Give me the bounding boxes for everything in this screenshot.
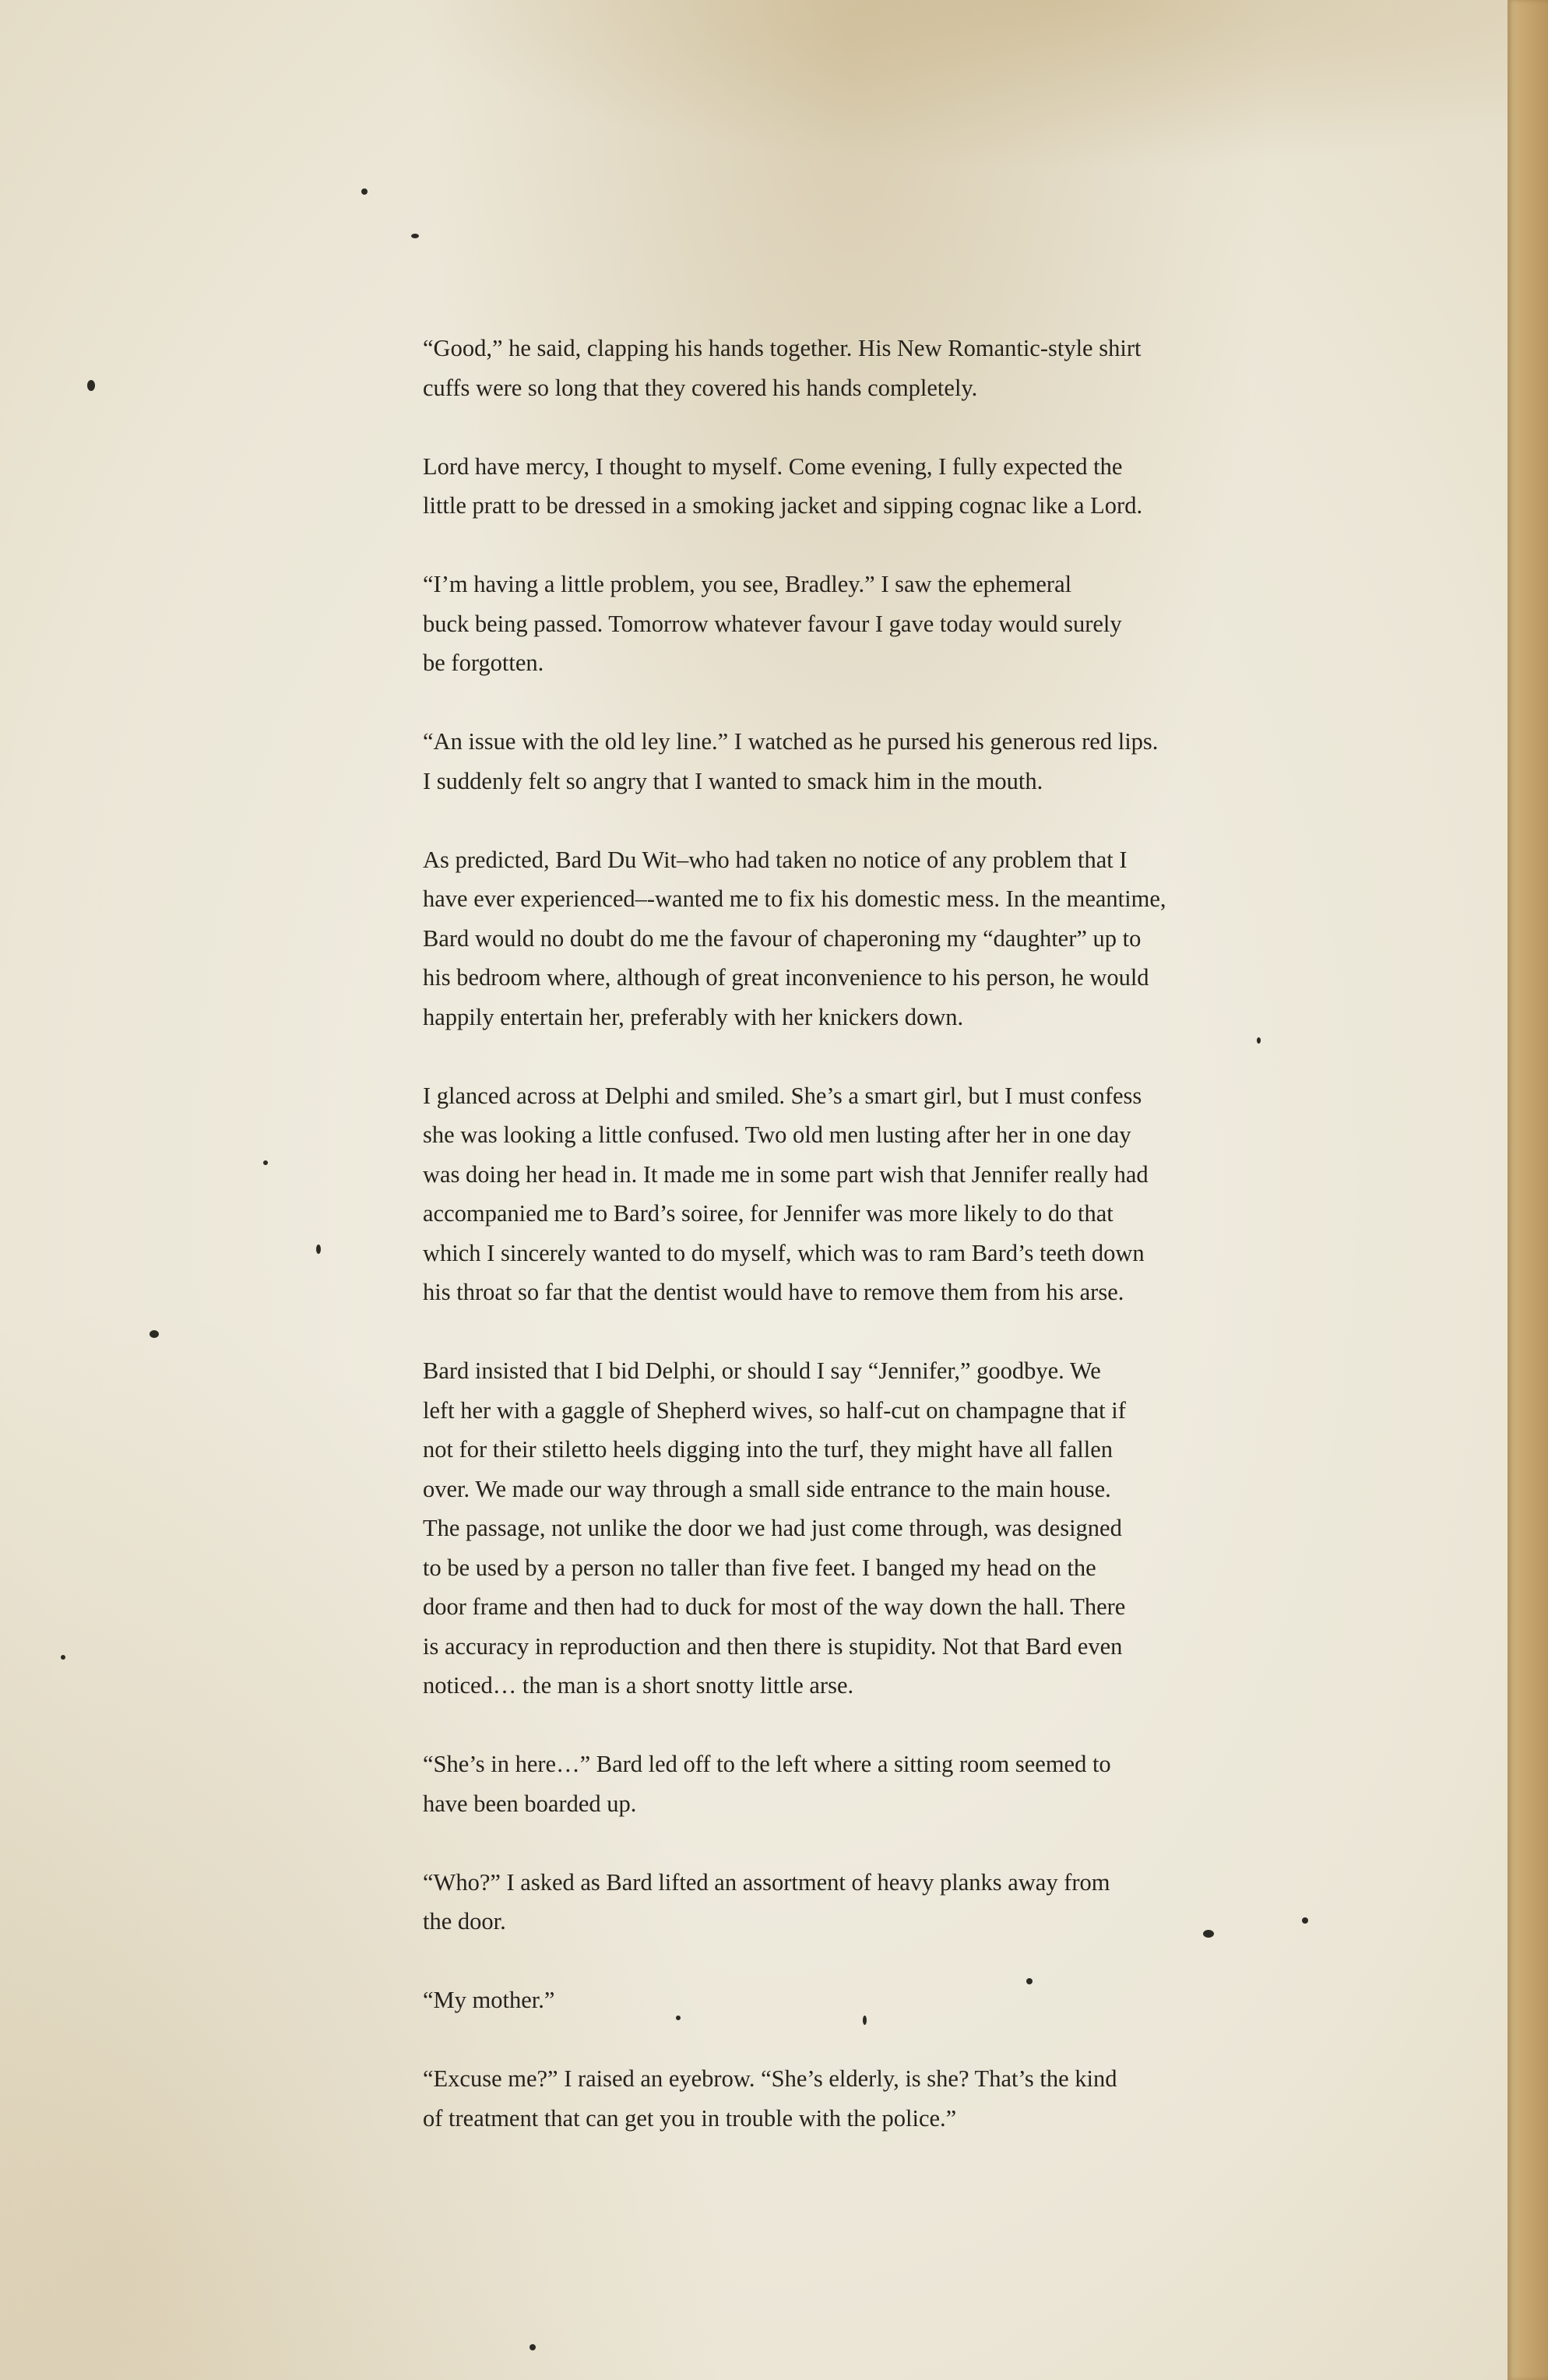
paragraph: I glanced across at Delphi and smiled. She’s a smart girl, but I must confess she was looking a little confused. Two old men lusting after her in one day was doing her head in. It made me in some part wish that Jennifer really had accompanied me to Bard’s soiree, for Jennifer was more likely to do that which I sincerely wanted to do myself, which was to ram Bard’s teeth down his throat so far that the dentist would have to remove them from his arse. [423,1082,1149,1305]
ink-speck [150,1330,159,1338]
paper-stain [389,0,1518,171]
paragraph: “Who?” I asked as Bard lifted an assortment of heavy planks away from the door. [423,1868,1110,1935]
paragraph: “I’m having a little problem, you see, Bradley.” I saw the ephemeral buck being passed. Tomorrow whatever favour I gave today would surely be forgotten. [423,571,1122,676]
ink-speck [263,1160,268,1165]
story-text [423,329,1264,2178]
ink-speck [316,1245,321,1254]
paragraph: Bard insisted that I bid Delphi, or should I say “Jennifer,” goodbye. We left her with a gaggle of Shepherd wives, so half-cut on champagne that if not for their stiletto heels digging into the turf, they might have all fallen over. We made our way through a small side entrance to the main house. The passage, not unlike the door we had just come through, was designed to be used by a person no taller than five feet. I banged my head on the door frame and then had to duck for most of the way down the hall. There is accuracy in reproduction and then there is stupidity. Not that Bard even noticed… the man is a short snotty little arse. [423,1357,1126,1699]
ink-speck [529,2344,536,2350]
ink-speck [1302,1917,1308,1924]
paragraph: “Good,” he said, clapping his hands together. His New Romantic-style shirt cuffs were so long that they covered his hands completely. [423,335,1142,401]
paragraph: Lord have mercy, I thought to myself. Come evening, I fully expected the little pratt to be dressed in a smoking jacket and sipping cognac like a Lord. [423,452,1143,519]
paragraph: “An issue with the old ley line.” I watched as he pursed his generous red lips. I suddenly felt so angry that I wanted to smack him in the mouth. [423,728,1159,794]
ink-speck [411,234,419,238]
paper-right-edge [1508,0,1548,2380]
paragraph: “My mother.” [423,1987,555,2013]
paragraph: “She’s in here…” Bard led off to the left where a sitting room seemed to have been boarded up. [423,1751,1111,1817]
ink-speck [61,1655,65,1660]
ink-speck [361,188,368,195]
ink-speck [87,380,95,391]
paragraph: As predicted, Bard Du Wit–who had taken no notice of any problem that I have ever experienced–-wanted me to fix his domestic mess. In the meantime, Bard would no doubt do me the favour of chaperoning my “daughter” up to his bedroom where, although of great inconvenience to his person, he would happily entertain her, preferably with her knickers down. [423,846,1166,1030]
paragraph: “Excuse me?” I raised an eyebrow. “She’s elderly, is she? That’s the kind of treatment that can get you in trouble with the police.” [423,2065,1117,2132]
